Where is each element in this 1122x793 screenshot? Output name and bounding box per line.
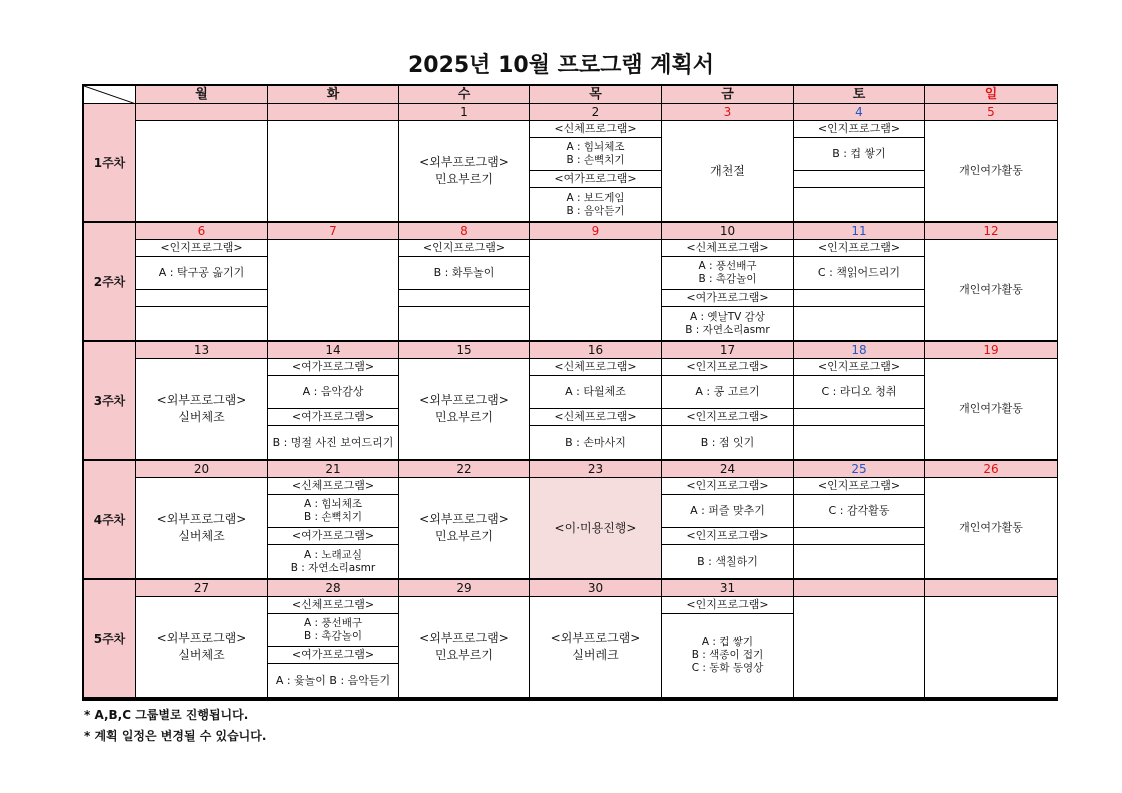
program-text: <인지프로그램>: [686, 410, 769, 423]
date-cell: 19: [925, 342, 1058, 359]
date-cell: 28: [268, 580, 399, 597]
program-text: <여가프로그램>: [291, 410, 375, 423]
program-slot: [530, 359, 661, 376]
program-cell: [794, 359, 925, 461]
day-header: 월: [136, 86, 268, 104]
program-slot: [794, 121, 924, 138]
program-slot: [794, 409, 924, 426]
program-slot: [662, 528, 793, 545]
day-header: 수: [399, 86, 530, 104]
date-cell: 18: [794, 342, 925, 359]
program-slot: [268, 359, 398, 376]
program-slot: [794, 188, 924, 221]
program-slot: [662, 121, 793, 221]
program-cell: [136, 478, 268, 580]
program-cell: [399, 597, 530, 699]
program-text: <여가프로그램>: [686, 291, 769, 304]
program-cell: [794, 121, 925, 223]
program-text: <인지프로그램>: [686, 529, 769, 542]
program-slot: [662, 376, 793, 409]
program-text: <외부프로그램>: [156, 512, 247, 526]
date-cell: 13: [136, 342, 268, 359]
program-slot: [794, 376, 924, 409]
program-text: <여가프로그램>: [291, 529, 375, 542]
program-text: B : 손뼉치기: [304, 511, 362, 523]
program-text: <인지프로그램>: [817, 241, 901, 254]
program-text: 개인여가활동: [959, 402, 1023, 415]
program-text: 실버레크: [572, 648, 619, 662]
program-slot: [662, 290, 793, 307]
program-text: <신체프로그램>: [554, 122, 637, 135]
program-slot: [399, 121, 529, 221]
program-text: <여가프로그램>: [554, 172, 637, 185]
program-text: <외부프로그램>: [156, 631, 247, 645]
program-text: 민요부르기: [435, 648, 493, 662]
date-cell: 25: [794, 461, 925, 478]
program-text: <신체프로그램>: [554, 410, 637, 423]
program-slot: [530, 171, 661, 188]
date-cell: [136, 104, 268, 121]
program-text: <외부프로그램>: [419, 512, 509, 526]
date-cell: 16: [530, 342, 662, 359]
week-label-text: 3주차: [93, 394, 126, 408]
program-slot: [530, 121, 661, 138]
program-slot: [268, 478, 398, 495]
program-slot: [662, 614, 793, 697]
date-cell: 31: [662, 580, 794, 597]
program-slot: [530, 409, 661, 426]
program-slot: [530, 426, 661, 459]
program-cell: [925, 121, 1058, 223]
program-text: C : 라디오 청취: [821, 385, 897, 398]
program-cell: [399, 359, 530, 461]
program-slot: [662, 409, 793, 426]
program-text: B : 색칠하기: [697, 554, 758, 568]
program-slot: [268, 409, 398, 426]
program-text: <외부프로그램>: [419, 631, 509, 645]
program-slot: [268, 528, 398, 545]
program-cell: [399, 121, 530, 223]
program-text: B : 화투놀이: [433, 266, 495, 279]
date-cell: 4: [794, 104, 925, 121]
program-slot: [794, 528, 924, 545]
program-text: A : 음악감상: [302, 385, 364, 398]
program-slot: [662, 257, 793, 290]
program-text: <인지프로그램>: [160, 241, 243, 254]
program-slot: [662, 597, 793, 614]
program-text: B : 자연소리asmr: [290, 561, 376, 574]
program-slot: [794, 545, 924, 578]
program-cell: [530, 478, 662, 580]
program-text: B : 명절 사진 보여드리기: [272, 435, 394, 449]
program-cell: [530, 121, 662, 223]
program-text: <신체프로그램>: [291, 598, 375, 611]
program-text: A : 윷놀이 B : 음악듣기: [275, 673, 391, 687]
program-text: C : 감각활동: [828, 504, 890, 517]
program-text: A : 풍선배구: [304, 617, 362, 629]
date-cell: 2: [530, 104, 662, 121]
program-slot: [662, 426, 793, 459]
program-text: B : 손뼉치기: [566, 154, 625, 166]
diagonal-line-icon: [84, 86, 136, 104]
program-slot: [794, 307, 924, 340]
program-text: <인지프로그램>: [817, 360, 901, 373]
footnote-groups: * A,B,C 그룹별로 진행됩니다.: [84, 708, 249, 722]
program-text: A : 타월체조: [565, 385, 626, 398]
date-cell: 12: [925, 223, 1058, 240]
program-slot: [530, 478, 661, 578]
program-text: B : 점 잇기: [700, 435, 755, 449]
program-cell: [662, 597, 794, 699]
program-text: A : 퍼즐 맞추기: [690, 504, 765, 517]
program-slot: [136, 290, 267, 307]
date-cell: 3: [662, 104, 794, 121]
program-text: 실버체조: [178, 529, 225, 543]
program-cell: [268, 478, 399, 580]
program-text: <외부프로그램>: [550, 631, 641, 645]
footnote-changes: * 계획 일정은 변경될 수 있습니다.: [84, 729, 267, 743]
day-header: 화: [268, 86, 399, 104]
program-text: <인지프로그램>: [686, 598, 769, 611]
program-slot: [794, 426, 924, 459]
program-slot: [136, 359, 267, 459]
date-cell: 17: [662, 342, 794, 359]
program-text: <이·미용진행>: [554, 520, 637, 535]
week-label: [84, 580, 136, 699]
date-cell: 23: [530, 461, 662, 478]
date-cell: 29: [399, 580, 530, 597]
program-cell: [399, 478, 530, 580]
program-text: A : 탁구공 옮기기: [158, 266, 245, 279]
program-slot: [268, 545, 398, 578]
program-slot: [268, 664, 398, 697]
program-text: <외부프로그램>: [419, 393, 509, 407]
program-text: <인지프로그램>: [686, 479, 769, 492]
program-text: B : 촉감놀이: [698, 273, 757, 285]
program-text: A : 힘뇌체조: [304, 498, 362, 510]
date-cell: 26: [925, 461, 1058, 478]
program-slot: [662, 359, 793, 376]
program-slot: [268, 647, 398, 664]
program-cell: [399, 240, 530, 342]
week-label-text: 4주차: [93, 513, 126, 527]
program-slot: [794, 240, 924, 257]
date-cell: [925, 580, 1058, 597]
program-slot: [136, 240, 267, 257]
program-text: <인지프로그램>: [686, 360, 769, 373]
date-cell: 22: [399, 461, 530, 478]
date-cell: [268, 104, 399, 121]
program-text: <인지프로그램>: [817, 122, 901, 135]
program-cell: [136, 121, 268, 223]
program-slot: [399, 240, 529, 257]
program-slot: [662, 307, 793, 340]
date-cell: 30: [530, 580, 662, 597]
corner-diagonal-cell: [84, 86, 136, 104]
week-label: [84, 104, 136, 223]
program-text: <신체프로그램>: [686, 241, 769, 254]
program-cell: [662, 121, 794, 223]
program-text: <외부프로그램>: [419, 155, 509, 169]
program-slot: [530, 597, 661, 697]
program-text: 개인여가활동: [959, 164, 1023, 177]
date-cell: 27: [136, 580, 268, 597]
program-text: <여가프로그램>: [291, 648, 375, 661]
program-cell: [662, 478, 794, 580]
program-slot: [662, 545, 793, 578]
program-text: <외부프로그램>: [156, 393, 247, 407]
program-slot: [925, 121, 1057, 221]
date-cell: 9: [530, 223, 662, 240]
program-text: B : 촉감놀이: [304, 630, 362, 642]
program-text: A : 컵 쌓기: [701, 636, 754, 648]
program-slot: [136, 257, 267, 290]
week-label-text: 1주차: [93, 156, 126, 170]
date-cell: 20: [136, 461, 268, 478]
program-slot: [268, 614, 398, 647]
day-header: 목: [530, 86, 662, 104]
program-cell: [136, 359, 268, 461]
program-slot: [925, 240, 1057, 340]
program-text: B : 컵 쌓기: [832, 147, 886, 160]
program-slot: [794, 257, 924, 290]
program-text: A : 콩 고르기: [695, 385, 760, 398]
program-slot: [399, 478, 529, 578]
program-slot: [530, 138, 661, 171]
program-cell: [530, 597, 662, 699]
program-slot: [794, 359, 924, 376]
program-text: 민요부르기: [435, 172, 493, 186]
program-cell: [662, 240, 794, 342]
program-text: 실버체조: [178, 648, 225, 662]
program-slot: [925, 478, 1057, 578]
program-slot: [794, 290, 924, 307]
day-header: 금: [662, 86, 794, 104]
date-cell: 10: [662, 223, 794, 240]
date-cell: 15: [399, 342, 530, 359]
program-cell: [925, 478, 1058, 580]
program-text: A : 옛날TV 감상: [690, 310, 765, 323]
program-cell: [794, 478, 925, 580]
program-cell: [268, 359, 399, 461]
date-cell: 21: [268, 461, 399, 478]
program-text: 개천절: [710, 163, 745, 178]
date-cell: 8: [399, 223, 530, 240]
week-label-text: 2주차: [93, 275, 126, 289]
program-slot: [662, 240, 793, 257]
program-cell: [530, 359, 662, 461]
program-slot: [662, 495, 793, 528]
program-slot: [136, 307, 267, 340]
program-text: A : 풍선배구: [698, 260, 757, 272]
program-slot: [794, 478, 924, 495]
program-cell: [794, 240, 925, 342]
program-slot: [662, 478, 793, 495]
program-slot: [530, 188, 661, 221]
program-text: <여가프로그램>: [291, 360, 375, 373]
program-slot: [399, 290, 529, 307]
program-text: B : 손마사지: [565, 435, 626, 449]
program-slot: [399, 257, 529, 290]
program-text: C : 동화 동영상: [691, 662, 764, 674]
program-cell: [268, 121, 399, 223]
program-slot: [794, 138, 924, 171]
program-text: 실버체조: [178, 410, 225, 424]
week-label-text: 5주차: [93, 632, 126, 646]
program-cell: [925, 359, 1058, 461]
program-text: <신체프로그램>: [291, 479, 375, 492]
date-cell: 7: [268, 223, 399, 240]
program-cell: [136, 240, 268, 342]
date-cell: 1: [399, 104, 530, 121]
program-slot: [268, 597, 398, 614]
program-cell: [925, 240, 1058, 342]
program-text: 민요부르기: [435, 410, 493, 424]
week-label: [84, 342, 136, 461]
program-text: 개인여가활동: [959, 521, 1023, 534]
program-slot: [136, 478, 267, 578]
program-text: <인지프로그램>: [422, 241, 506, 254]
program-cell: [530, 240, 662, 342]
program-cell: [794, 597, 925, 699]
program-text: A : 보드게임: [566, 191, 625, 204]
program-slot: [794, 171, 924, 188]
date-cell: 14: [268, 342, 399, 359]
program-slot: [268, 376, 398, 409]
program-text: 민요부르기: [435, 529, 493, 543]
program-text: 개인여가활동: [959, 283, 1023, 296]
program-cell: [268, 597, 399, 699]
program-slot: [794, 495, 924, 528]
week-label: [84, 223, 136, 342]
program-slot: [399, 359, 529, 459]
program-text: <인지프로그램>: [817, 479, 901, 492]
program-text: A : 노래교실: [304, 548, 362, 561]
day-header: 토: [794, 86, 925, 104]
page-title: 2025년 10월 프로그램 계획서: [407, 53, 715, 78]
week-label: [84, 461, 136, 580]
program-slot: [399, 307, 529, 340]
program-slot: [268, 495, 398, 528]
program-text: C : 책읽어드리기: [817, 266, 901, 279]
date-cell: 24: [662, 461, 794, 478]
program-text: A : 힘뇌체조: [566, 141, 625, 153]
schedule-table: [82, 84, 1058, 701]
program-text: B : 색종이 접기: [691, 649, 764, 661]
program-slot: [530, 376, 661, 409]
program-cell: [925, 597, 1058, 699]
program-cell: [268, 240, 399, 342]
date-cell: [794, 580, 925, 597]
program-slot: [925, 359, 1057, 459]
program-text: <신체프로그램>: [554, 360, 637, 373]
date-cell: 6: [136, 223, 268, 240]
program-slot: [136, 597, 267, 697]
program-slot: [268, 426, 398, 459]
program-cell: [136, 597, 268, 699]
program-cell: [662, 359, 794, 461]
day-header: 일: [925, 86, 1058, 104]
date-cell: 11: [794, 223, 925, 240]
date-cell: 5: [925, 104, 1058, 121]
program-text: B : 음악듣기: [566, 204, 625, 217]
program-slot: [399, 597, 529, 697]
program-text: B : 자연소리asmr: [685, 323, 770, 336]
